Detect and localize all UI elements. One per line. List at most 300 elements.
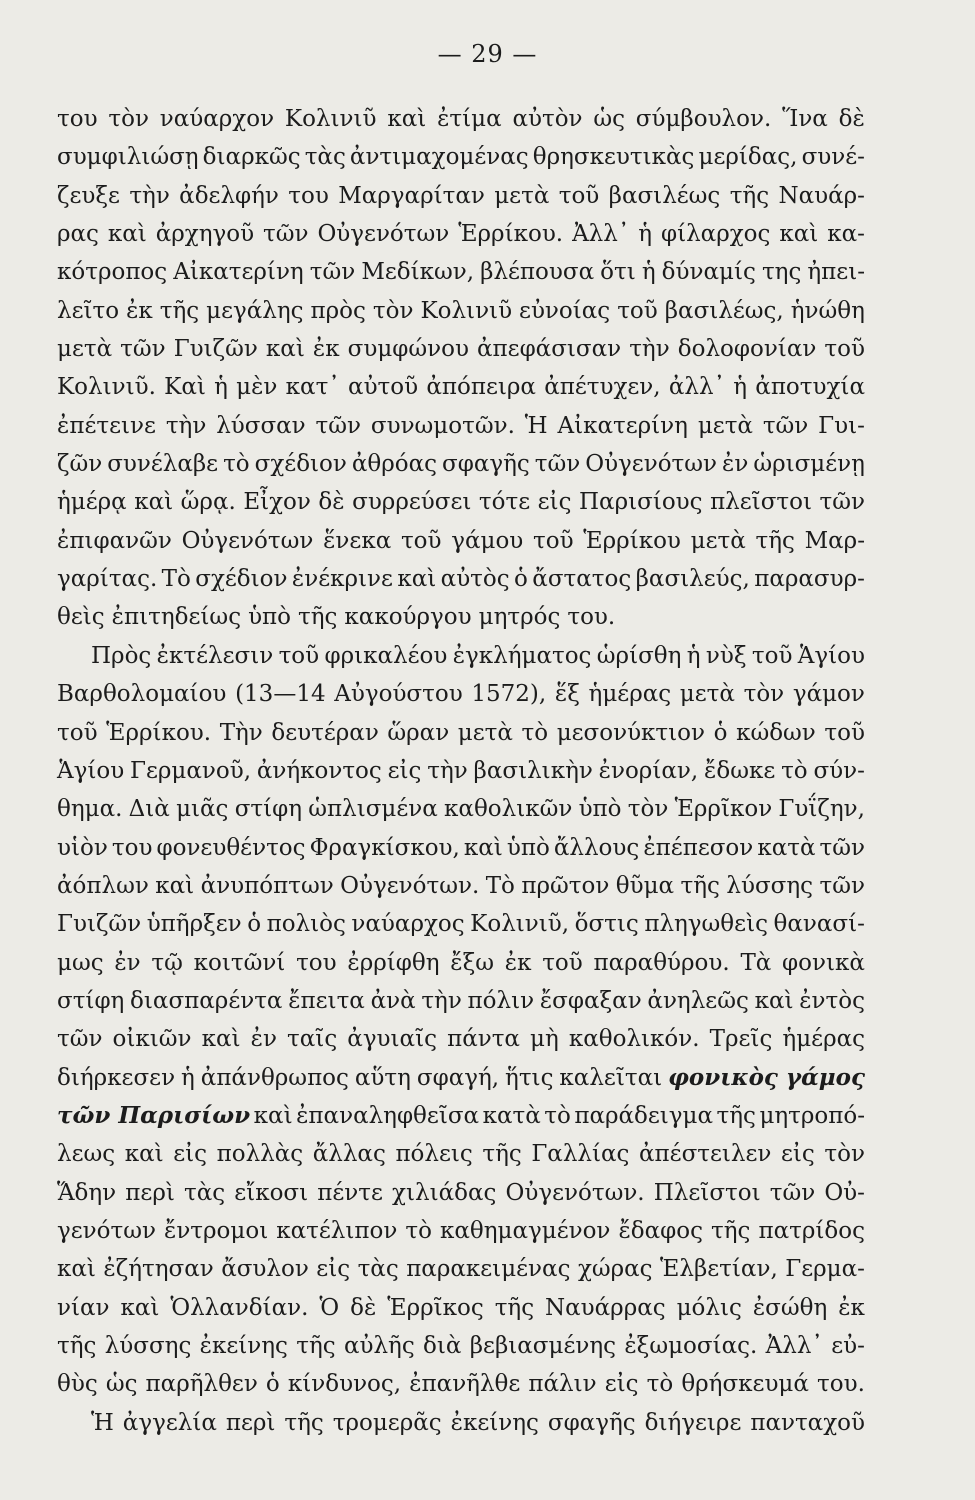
- word: τὸ: [405, 1217, 432, 1244]
- text-line: [57, 177, 865, 215]
- word: ἔδωκε: [704, 757, 776, 784]
- word: του.: [567, 604, 616, 631]
- word: ὥραν: [387, 719, 450, 746]
- word: Τὰ: [740, 949, 772, 976]
- word: κα-: [827, 221, 865, 248]
- word: μως: [57, 949, 104, 976]
- word: ὑπὸ: [248, 604, 292, 631]
- word: τοῦ: [824, 719, 865, 746]
- word: συνωμοτῶν.: [370, 412, 515, 439]
- word: τὸν: [743, 681, 785, 708]
- word: ἐζήτησαν: [103, 1256, 214, 1283]
- word: Ἡ: [91, 1409, 114, 1436]
- word: ἐκείνης: [450, 1409, 539, 1436]
- word: Ἡ: [524, 412, 548, 439]
- word: ὑπὸ: [506, 834, 550, 861]
- word: αὐτὸν: [512, 106, 583, 132]
- word: τὰς: [357, 1256, 399, 1283]
- word: Ἁγίου: [797, 642, 865, 669]
- word: της: [761, 259, 802, 286]
- word: ἡμέρας: [588, 681, 672, 708]
- word: Γερμανοῦ,: [130, 757, 252, 784]
- word: ὥρᾳ.: [180, 489, 236, 516]
- word: ἐκ: [838, 1294, 865, 1321]
- word: εὐνοίας: [519, 297, 611, 324]
- word: πέντε: [317, 1179, 383, 1206]
- word: στίφη: [234, 796, 303, 823]
- word: παραθύρου.: [593, 949, 730, 976]
- word: τὸ: [781, 757, 808, 784]
- word: ὡρίσθη: [596, 642, 682, 669]
- word: τὸ: [521, 719, 549, 746]
- word: καὶ: [779, 221, 819, 248]
- word: τὸν: [824, 1141, 865, 1168]
- text-line: [57, 675, 865, 713]
- word: ἀπόπειρα: [426, 374, 536, 401]
- word: ὡρισμένῃ: [753, 451, 865, 478]
- word: συνέ-: [801, 144, 865, 171]
- word: μόλις: [676, 1294, 742, 1321]
- text-line: [57, 1250, 865, 1288]
- word: αὕτη: [354, 1064, 411, 1091]
- text-line: [57, 1365, 865, 1403]
- word: ἀρχηγοῦ: [155, 221, 255, 248]
- word: ἔξω: [450, 949, 495, 976]
- word: σχέδιον: [254, 451, 347, 478]
- word: τρομερᾶς: [332, 1409, 442, 1436]
- word: μετὰ: [457, 719, 513, 746]
- word: μητρός: [478, 604, 561, 631]
- text-line: [57, 982, 865, 1020]
- word: 1572),: [471, 681, 547, 708]
- text-line: [57, 637, 865, 675]
- word: τῶν: [762, 412, 809, 439]
- word: χιλιάδας: [392, 1179, 497, 1206]
- word: τῶν: [769, 1179, 816, 1206]
- word: ἡ: [733, 374, 748, 401]
- word: τῶν: [263, 221, 309, 248]
- word: τὸ: [544, 1102, 571, 1129]
- word: στίφη: [57, 987, 125, 1014]
- word: τὸν: [372, 297, 414, 324]
- word: Οὐγενότων.: [505, 1179, 645, 1206]
- text-line: [57, 829, 865, 867]
- word: του.: [817, 1371, 865, 1398]
- word: τῆς: [284, 1409, 324, 1436]
- word: ἡ: [638, 221, 653, 248]
- word: τῷ: [151, 949, 183, 976]
- word: τοῦ: [558, 182, 600, 209]
- word: σφαγῆς: [442, 451, 530, 478]
- word: δύναμίς: [661, 259, 756, 286]
- text-line: [57, 292, 865, 330]
- word: ἐκτέλεσιν: [156, 642, 274, 669]
- word: νίαν: [57, 1294, 110, 1321]
- word: Αἰκατερίνη: [557, 412, 688, 439]
- word: τοῦ: [751, 642, 793, 669]
- word: βεβιασμένης: [469, 1333, 617, 1359]
- text-line: [57, 867, 865, 905]
- word: τοῦ: [400, 527, 442, 554]
- word: ἔπειτα: [288, 987, 365, 1014]
- word: μετὰ: [57, 336, 113, 363]
- word: ἡ: [181, 1064, 195, 1091]
- text-line: [57, 944, 865, 982]
- text-line: [57, 522, 865, 560]
- word: Ἑρρῖκος: [387, 1294, 484, 1321]
- word: Τὸ: [161, 566, 191, 593]
- word: ὡς: [105, 1371, 138, 1398]
- word: Ἑρρίκου: [583, 527, 681, 554]
- word: ἀλλ᾽: [668, 374, 726, 401]
- word: τῆς: [755, 527, 795, 554]
- word: τοῦ: [278, 642, 320, 669]
- word: ἐκείνης: [199, 1333, 288, 1359]
- word: διήρκεσεν: [57, 1064, 176, 1091]
- word: σφαγῆς: [547, 1409, 636, 1436]
- word: συμφιλιώσῃ: [57, 144, 199, 171]
- word: τοῦ: [533, 527, 574, 554]
- word: ἀγυιαῖς: [347, 1026, 437, 1053]
- word: θῦμα: [615, 872, 675, 899]
- word: τοῦ: [57, 719, 98, 746]
- word: πάλιν: [528, 1371, 597, 1398]
- word: καὶ: [387, 106, 427, 132]
- word: πανταχοῦ: [750, 1409, 865, 1436]
- word: Οὐ-: [824, 1179, 865, 1206]
- text-line: [57, 714, 865, 752]
- word: γενότων: [57, 1217, 156, 1244]
- word: Ἑρρίκου.: [458, 221, 564, 248]
- word: Οὐγενότων: [317, 221, 450, 248]
- word: περὶ: [125, 1179, 175, 1206]
- word: μὲν: [236, 374, 278, 401]
- text-line: [57, 790, 865, 828]
- word: ἐπαναληφθεῖσα: [296, 1102, 480, 1129]
- word: διήγειρε: [644, 1409, 742, 1436]
- word: αὐτὸς: [440, 566, 510, 593]
- word: (13—14: [235, 681, 326, 708]
- text-line: [57, 1289, 865, 1327]
- word: μεγάλης: [206, 297, 304, 324]
- word: ἐκ: [504, 949, 532, 976]
- word: πόλιν: [467, 987, 535, 1014]
- word: Αὐγούστου: [334, 681, 463, 708]
- word: ἀνήκοντος: [256, 757, 382, 784]
- word: ἐπιφανῶν: [57, 527, 172, 554]
- word: ἀνὰ: [370, 987, 416, 1014]
- word: πληγωθεὶς: [644, 911, 768, 938]
- word: συνέλαβε: [107, 451, 219, 478]
- word: ἀπεφάσισαν: [477, 336, 622, 363]
- word: ἐπέπεσον: [643, 834, 754, 861]
- word: ἡνώθη: [790, 297, 865, 324]
- word: του: [111, 834, 153, 861]
- word: οἰκιῶν: [112, 1026, 192, 1053]
- word: καὶ: [201, 1026, 241, 1053]
- word: βλέπουσα: [480, 259, 595, 286]
- word: ἄστατος: [532, 566, 632, 593]
- word: θανασί-: [773, 911, 865, 938]
- text-line: [57, 1327, 865, 1365]
- word: δολοφονίαν: [677, 336, 817, 363]
- word: Ὁ: [319, 1294, 340, 1321]
- word: χώρας: [577, 1256, 653, 1283]
- word: δὲ: [318, 489, 345, 516]
- word: συρρεύσει: [352, 489, 472, 516]
- text-line: [57, 1404, 865, 1442]
- word: ρας: [57, 221, 99, 248]
- word: ὁ: [247, 911, 262, 938]
- word: ἡ: [641, 259, 656, 286]
- word: πολλὰς: [216, 1141, 304, 1168]
- word: τῆς: [57, 1333, 97, 1359]
- word: Ὁλλανδίαν.: [170, 1294, 309, 1321]
- word: καὶ: [253, 1102, 293, 1129]
- text-line: [57, 483, 865, 521]
- word: τὴν: [165, 412, 207, 439]
- word: μερίδας,: [698, 144, 798, 171]
- word: ἐπανῆλθε: [409, 1371, 521, 1398]
- word: παρακειμένας: [406, 1256, 571, 1283]
- word: Μεδίκων,: [361, 259, 475, 286]
- word: Οὐγενότων: [181, 527, 314, 554]
- word: τῆς: [711, 1217, 751, 1244]
- word: τῶν: [309, 259, 356, 286]
- word: τῶν: [315, 412, 362, 439]
- word: τῆς: [159, 297, 200, 324]
- word: ἀνυπόπτων: [200, 872, 334, 899]
- word: καὶ: [134, 489, 174, 516]
- word: Βαρθολομαίου: [57, 681, 227, 708]
- word: Ναυάρρας: [545, 1294, 666, 1321]
- word: ὑπῆρξεν: [146, 911, 242, 938]
- word: ναύαρχος: [351, 911, 465, 938]
- word: γάμον: [792, 681, 865, 708]
- word: ταῖς: [287, 1026, 338, 1053]
- text-line: [57, 1135, 865, 1173]
- word: Ἑρρίκου.: [106, 719, 212, 746]
- word: σύν-: [813, 757, 865, 784]
- text-line: [57, 1212, 865, 1250]
- word: ἀνηλεῶς: [647, 987, 749, 1014]
- word: του: [288, 182, 329, 209]
- text-line: [57, 1020, 865, 1058]
- word: ἡμέρᾳ: [57, 489, 127, 516]
- word: ἀπάνθρωπος: [200, 1064, 349, 1091]
- word: ἡ: [214, 374, 228, 401]
- word: ὡπλισμένα: [308, 796, 438, 823]
- word: συμφώνου: [347, 336, 469, 363]
- word: τὴν: [421, 987, 462, 1014]
- word: βασιλικὴν: [473, 757, 593, 784]
- word: ὡς: [593, 106, 625, 132]
- word: κατὰ: [482, 1102, 541, 1129]
- text-line: [57, 330, 865, 368]
- word: ὅτι: [600, 259, 636, 286]
- word: γάμου: [451, 527, 524, 554]
- word: καὶ: [754, 987, 794, 1014]
- word: Γυιζῶν: [173, 336, 258, 363]
- text-line: [57, 138, 865, 176]
- word: παρασυρ-: [754, 566, 865, 593]
- word: του: [57, 106, 98, 132]
- word: τὸν: [108, 106, 149, 132]
- word: καὶ: [155, 872, 195, 899]
- word: Μαργαρίταν: [338, 182, 485, 209]
- word: εἰς: [316, 1256, 351, 1283]
- word: φίλαρχος: [660, 221, 771, 248]
- word: τῶν: [819, 834, 865, 861]
- word: Μαρ-: [804, 527, 865, 554]
- word: υἱὸν: [57, 834, 108, 861]
- word: παράδειγμα: [574, 1102, 714, 1129]
- word: τὰς: [304, 144, 346, 171]
- word: Γυΐζην,: [778, 796, 865, 823]
- word: φρικαλέου: [324, 642, 448, 669]
- word: τῆς: [494, 1294, 535, 1321]
- text-line: [57, 905, 865, 943]
- word: ἕνεκα: [323, 527, 392, 554]
- word: εἰς: [780, 1141, 815, 1168]
- word: καὶ: [120, 1294, 160, 1321]
- word: Ἅδην: [57, 1179, 117, 1206]
- word: εἰς: [387, 757, 422, 784]
- word: καθημαγμένον: [439, 1217, 611, 1244]
- word: ἀπέστειλεν: [639, 1141, 772, 1168]
- word: καθολικόν.: [568, 1026, 700, 1053]
- word: ἀντιμαχομένας: [349, 144, 529, 171]
- word: Κολινιῦ: [284, 106, 377, 132]
- word: δευτέραν: [271, 719, 379, 746]
- word: τὸ: [223, 451, 250, 478]
- word: ἐν: [250, 1026, 277, 1053]
- word: παρῆλθεν: [145, 1371, 258, 1398]
- word: Κολινιῦ: [420, 297, 513, 324]
- word: κώδων: [736, 719, 816, 746]
- word: πόλεις: [395, 1141, 473, 1168]
- word: γαρίτας.: [57, 566, 158, 593]
- word: τῶν: [120, 336, 166, 363]
- word: ἐντὸς: [799, 987, 865, 1014]
- word: εἴκοσι: [234, 1179, 309, 1206]
- text-line: [57, 1174, 865, 1212]
- word: τοῦ: [542, 949, 583, 976]
- body-text: [57, 100, 865, 1442]
- word: ἄλλας: [312, 1141, 386, 1168]
- word: κατ᾽: [285, 374, 340, 401]
- word: Ναυάρ-: [778, 182, 865, 209]
- word: εἰς: [173, 1141, 208, 1168]
- word: Ἀλλ᾽: [572, 221, 630, 248]
- word: εἰς: [537, 489, 572, 516]
- word: καὶ: [265, 336, 305, 363]
- word: τὴν: [427, 757, 468, 784]
- word: φονευθέντος: [156, 834, 306, 861]
- word: θεὶς: [57, 604, 105, 631]
- word: ἀγγελία: [122, 1409, 217, 1436]
- word: λύσσαν: [216, 412, 306, 439]
- word: μὴ: [530, 1026, 559, 1053]
- word: Γαλλίας: [531, 1141, 630, 1168]
- word: λύσσης: [104, 1333, 192, 1359]
- word: κίνδυνος,: [287, 1371, 402, 1398]
- word: Καὶ: [164, 374, 206, 401]
- text-line: [57, 215, 865, 253]
- word: καὶ: [124, 1141, 164, 1168]
- word: δὲ: [350, 1294, 377, 1321]
- word: δὲ: [838, 106, 865, 132]
- word: ἐτίμα: [437, 106, 502, 132]
- word: Γερμα-: [785, 1256, 865, 1283]
- word: τοῦ: [617, 297, 658, 324]
- text-line: [57, 445, 865, 483]
- word: τῆς: [729, 182, 770, 209]
- word: διὰ: [423, 1333, 462, 1359]
- word: πρῶτον: [521, 872, 610, 899]
- word: τῶν: [819, 872, 865, 899]
- word: ἐκ: [312, 336, 340, 363]
- word: τότε: [478, 489, 531, 516]
- word: ἡ: [686, 642, 701, 669]
- word: Κολινιῦ.: [57, 374, 156, 401]
- word: τῆς: [298, 604, 338, 631]
- word: θὺς: [57, 1371, 98, 1398]
- word: τῆς: [716, 1102, 756, 1129]
- word: Τὸ: [485, 872, 515, 899]
- word: Αἰκατερίνη: [173, 259, 304, 286]
- word: διασπαρέντα: [130, 987, 283, 1014]
- word: τὸν: [627, 796, 669, 823]
- word: ἕξ: [554, 681, 580, 708]
- word: ὁ: [514, 566, 528, 593]
- word: τὴν: [129, 182, 170, 209]
- word: διαρκῶς: [202, 144, 301, 171]
- word: ἐπιτηδείως: [111, 604, 242, 631]
- word: Κολινιῦ,: [470, 911, 570, 938]
- word: τῆς: [680, 872, 720, 899]
- word: ἀπέτυχεν,: [544, 374, 661, 401]
- word: βασιλέως: [608, 182, 721, 209]
- word: μετὰ: [494, 182, 550, 209]
- word: βασιλέως,: [664, 297, 784, 324]
- word: Πλεῖστοι: [653, 1179, 761, 1206]
- word: ἄσυλον: [221, 1256, 309, 1283]
- word: τῶν: [819, 489, 865, 516]
- word: σφαγή,: [416, 1064, 500, 1091]
- text-line: [57, 598, 865, 636]
- word: τῶν Παρισίων: [57, 1101, 251, 1129]
- word: Ἀλλ᾽: [765, 1333, 823, 1359]
- word: Ἑρρῖκον: [674, 796, 773, 823]
- word: καὶ: [107, 221, 147, 248]
- text-line: [57, 407, 865, 445]
- word: πλεῖστοι: [710, 489, 812, 516]
- word: ἀθρόας: [351, 451, 438, 478]
- word: καλεῖται: [559, 1064, 663, 1091]
- word: ἔντρομοι: [163, 1217, 269, 1244]
- word: Γυι-: [818, 412, 865, 439]
- text-line: [57, 368, 865, 406]
- word: εὐ-: [831, 1333, 865, 1359]
- word: Διὰ: [128, 796, 170, 823]
- text-line: [57, 253, 865, 291]
- word: λεως: [57, 1141, 116, 1168]
- word: μετὰ: [690, 527, 746, 554]
- word: μητροπό-: [759, 1102, 865, 1129]
- word: μεσονύκτιον: [556, 719, 706, 746]
- word: ἐσώθη: [752, 1294, 828, 1321]
